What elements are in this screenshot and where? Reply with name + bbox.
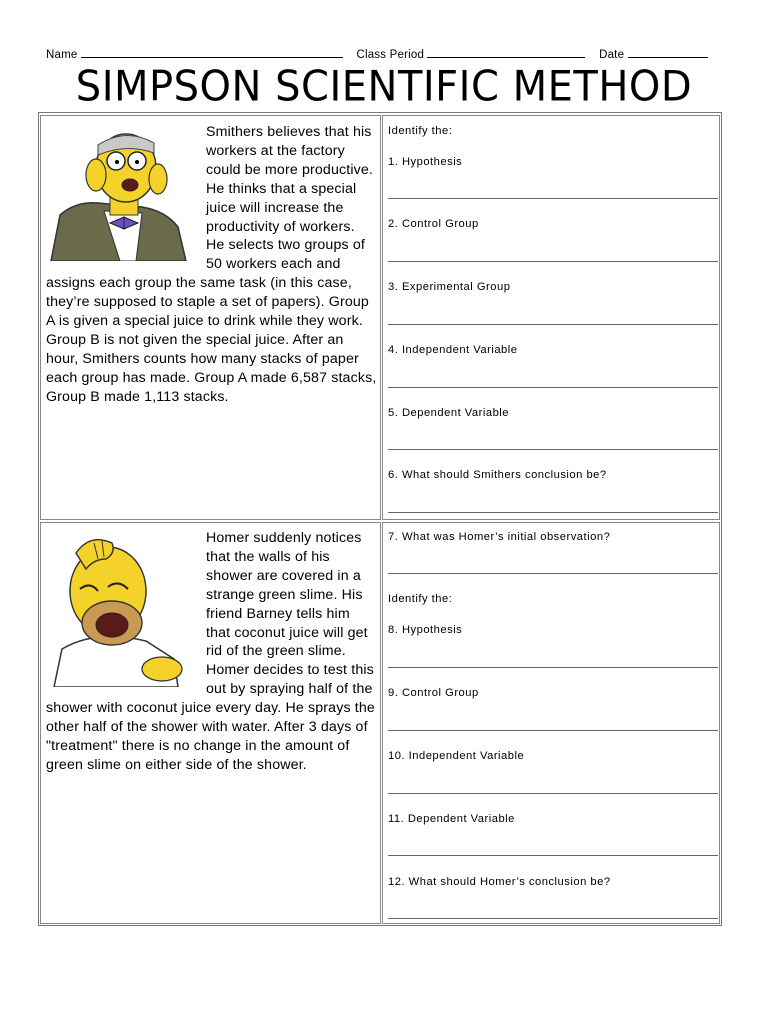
question-3: 3. Experimental Group — [388, 281, 511, 293]
homer-questions — [388, 523, 718, 923]
question-5: 5. Dependent Variable — [388, 407, 510, 419]
answer-line-9[interactable] — [388, 730, 718, 731]
class-period-label: Class Period — [356, 49, 425, 61]
identify-label-1: Identify the: — [388, 125, 453, 137]
homer-picture — [46, 529, 198, 687]
answer-line-3[interactable] — [388, 324, 718, 325]
answer-line-11[interactable] — [388, 855, 718, 856]
identify-label-2: Identify the: — [388, 593, 453, 605]
smithers-questions — [388, 116, 718, 516]
answer-line-12[interactable] — [388, 918, 718, 919]
student-info-line — [46, 47, 726, 61]
name-blank[interactable] — [81, 47, 343, 58]
answer-line-5[interactable] — [388, 449, 718, 450]
homer-story — [46, 529, 377, 775]
name-label: Name — [46, 49, 78, 61]
class-period-blank[interactable] — [427, 47, 585, 58]
question-10: 10. Independent Variable — [388, 750, 525, 762]
homer-questions-cell — [382, 522, 720, 924]
question-12: 12. What should Homer’s conclusion be? — [388, 876, 611, 888]
answer-line-7[interactable] — [388, 573, 718, 574]
date-label: Date — [599, 49, 625, 61]
question-2: 2. Control Group — [388, 218, 479, 230]
question-9: 9. Control Group — [388, 687, 479, 699]
smithers-questions-cell — [382, 115, 720, 520]
question-4: 4. Independent Variable — [388, 344, 518, 356]
date-blank[interactable] — [628, 47, 708, 58]
homer-story-text: Homer suddenly notices that the walls of his shower are covered in a strange green slime. His friend Barney tells him that coconut juice will get rid of the green slime. Homer decides to test this out by spraying half of the shower with coconut juice every day. He sprays the other half of the shower with water. After 3 days of "treatment" there is no change in the amount of green slime on either side of the shower. — [46, 530, 375, 773]
worksheet-title: SIMPSON SCIENTIFIC METHOD — [75, 62, 693, 112]
answer-line-4[interactable] — [388, 387, 718, 388]
question-8: 8. Hypothesis — [388, 624, 463, 636]
question-11: 11. Dependent Variable — [388, 813, 515, 825]
answer-line-2[interactable] — [388, 261, 718, 262]
answer-line-6[interactable] — [388, 512, 718, 513]
question-7: 7. What was Homer’s initial observation? — [388, 531, 611, 543]
answer-line-8[interactable] — [388, 667, 718, 668]
answer-line-1[interactable] — [388, 198, 718, 199]
worksheet-grid — [38, 112, 722, 926]
smithers-picture — [46, 123, 198, 261]
smithers-story-cell — [40, 115, 381, 520]
answer-line-10[interactable] — [388, 793, 718, 794]
smithers-story — [46, 123, 377, 407]
homer-story-cell — [40, 522, 381, 924]
question-1: 1. Hypothesis — [388, 156, 463, 168]
smithers-story-text: Smithers believes that his workers at the factory could be more productive. He thinks that a special juice will increase the productivity of workers. He selects two groups of 50 workers each and assigns each group the same task (in this case, they’re supposed to staple a set of papers). Group A is given a special juice to drink while they work. Group B is not given the special juice. After an hour, Smithers counts how many stacks of paper each group has made. Group A made 6,587 stacks, Group B made 1,113 stacks. — [46, 124, 377, 405]
question-6: 6. What should Smithers conclusion be? — [388, 469, 607, 481]
